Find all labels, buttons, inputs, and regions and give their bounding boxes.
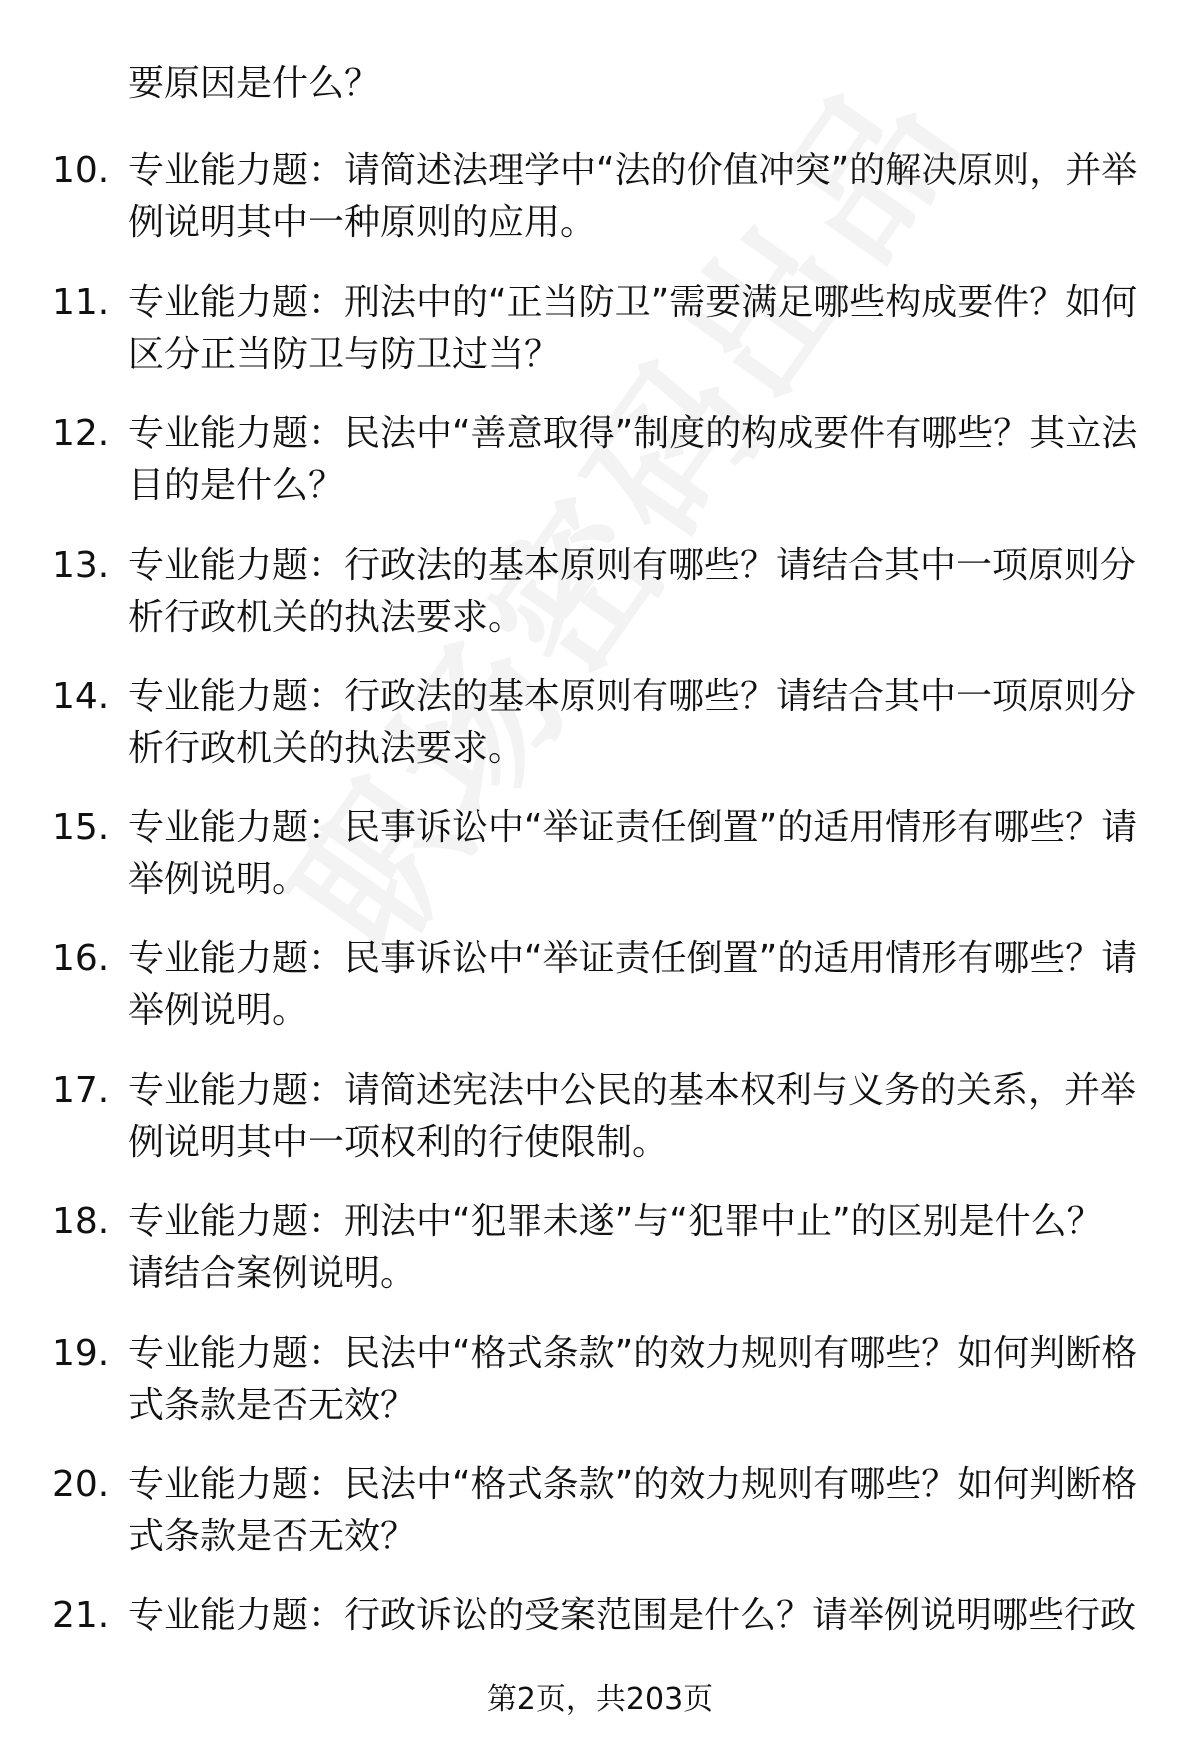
question-number: 13. — [52, 545, 110, 586]
question-number: 19. — [52, 1333, 110, 1374]
question-number: 20. — [52, 1464, 110, 1505]
question-text: 专业能力题：刑法中的“正当防卫”需要满足哪些构成要件？如何区分正当防卫与防卫过当？ — [128, 282, 1138, 375]
question-number: 14. — [52, 676, 110, 717]
question-number: 18. — [52, 1201, 110, 1242]
question-text: 专业能力题：行政法的基本原则有哪些？请结合其中一项原则分析行政机关的执法要求。 — [128, 545, 1137, 638]
question-text: 专业能力题：请简述宪法中公民的基本权利与义务的关系，并举例说明其中一项权利的行使限制。 — [128, 1070, 1137, 1163]
question-text: 专业能力题：行政法的基本原则有哪些？请结合其中一项原则分析行政机关的执法要求。 — [128, 676, 1137, 769]
question-text: 专业能力题：民法中“善意取得”制度的构成要件有哪些？其立法目的是什么？ — [128, 413, 1138, 506]
question-text: 专业能力题：民法中“格式条款”的效力规则有哪些？如何判断格式条款是否无效？ — [128, 1464, 1138, 1557]
question-number: 11. — [52, 282, 110, 323]
question-number: 16. — [52, 938, 110, 979]
question-text: 专业能力题：请简述法理学中“法的价值冲突”的解决原则，并举例说明其中一种原则的应用。 — [128, 150, 1138, 243]
question-number: 12. — [52, 413, 110, 454]
question-text: 专业能力题：民法中“格式条款”的效力规则有哪些？如何判断格式条款是否无效？ — [128, 1333, 1138, 1426]
question-number: 15. — [52, 807, 110, 848]
question-text: 专业能力题：民事诉讼中“举证责任倒置”的适用情形有哪些？请举例说明。 — [128, 807, 1138, 900]
question-number: 17. — [52, 1070, 110, 1111]
continued-question-fragment: 要原因是什么？ — [128, 63, 381, 104]
question-number: 10. — [52, 150, 110, 191]
question-number: 21. — [52, 1595, 110, 1636]
question-text: 专业能力题：刑法中“犯罪未遂”与“犯罪中止”的区别是什么？请结合案例说明。 — [128, 1201, 1103, 1294]
page-footer: 第2页，共203页 — [486, 1682, 714, 1717]
question-text: 专业能力题：行政诉讼的受案范围是什么？请举例说明哪些行政 — [128, 1595, 1137, 1636]
question-text: 专业能力题：民事诉讼中“举证责任倒置”的适用情形有哪些？请举例说明。 — [128, 938, 1138, 1031]
